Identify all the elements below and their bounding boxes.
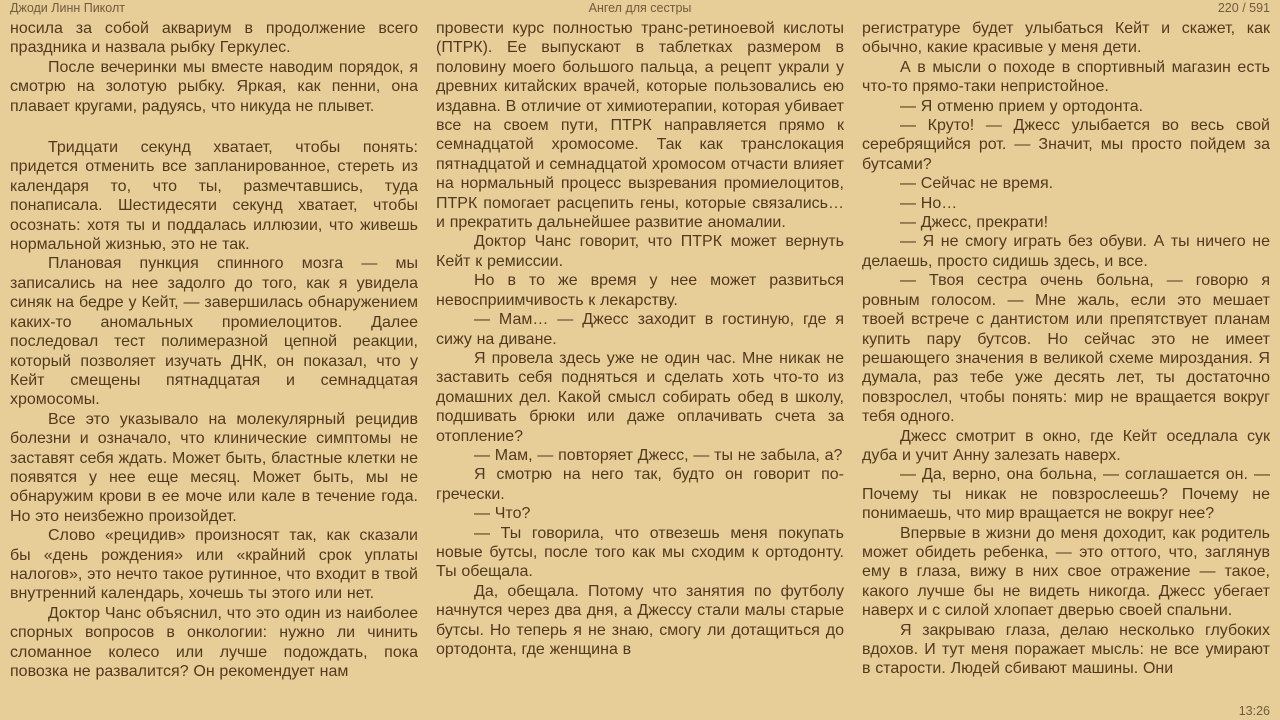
paragraph: — Я отменю прием у ортодонта. [900,97,1144,115]
paragraph: носила за собой аквариум в продолжение всего праздника и назвала рыбку Геркулес. [10,20,418,57]
paragraph: Тридцати секунд хватает, чтобы понять: придется отменить все запланированное, стереть из календаря то, что ты, размечтавшись, туда понаписала. Шестидесяти секунд хватает, чтобы осознать: хотя ты и поддалась иллюзии, что живешь нормальной жизнью, это не так. [10,139,418,254]
paragraph: Доктор Чанс говорит, что ПТРК может вернуть Кейт к ремиссии. [436,233,844,270]
paragraph: — Джесс, прекрати! [900,214,1049,232]
paragraph: Все это указывало на молекулярный рецидив болезни и означало, что клинические симптомы не заставят себя ждать. Может быть, бластные клетки не появятся у нее еще месяц. Может быть, мы не обнаружим крови в ее моче или кале в течение года. Но это неизбежно произойдет. [10,410,418,525]
paragraph: Плановая пункция спинного мозга — мы записались на нее задолго до того, как я увидела синяк на бедре у Кейт, — завершилась обнаружением каких-то аномальных промиелоцитов. Далее последовал тест полимеразной цепной реакции, который позволяет изучать ДНК, он показал, что у Кейт смещены пятнадцатая и семнадцатая хромосомы. [10,255,418,409]
paragraph: Джесс смотрит в окно, где Кейт оседлала сук дуба и учит Анну залезать наверх. [862,427,1270,464]
paragraph: Впервые в жизни до меня доходит, как родитель может обидеть ребенка, — это оттого, что, заглянув ему в глаза, вижу в них свое отражение — такое, какого лучше бы не видеть никогда. Джесс убегает наверх и с силой хлопает дверью своей спальни. [862,524,1270,620]
book-title: Ангел для сестры [588,1,692,15]
paragraph: регистратуре будет улыбаться Кейт и скажет, как обычно, какие красивые у меня дети. [862,20,1270,57]
paragraph: А в мысли о походе в спортивный магазин есть что-то прямо-таки непристойное. [862,58,1270,96]
clock: 13:26 [1238,704,1270,718]
paragraph: Да, обещала. Потому что занятия по футболу начнутся через два дня, а Джессу стали малы старые бутсы. Но теперь я не знаю, смогу ли дотащиться до ортодонта, где женщина в [436,582,844,658]
paragraph: После вечеринки мы вместе наводим порядок, я смотрю на золотую рыбку. Яркая, как пенни, она плавает кругами, радуясь, что никуда не плывет. [10,58,418,115]
reader-header [0,0,1280,17]
paragraph: Слово «рецидив» произносят так, как сказали бы «день рождения» или «крайний срок уплаты налогов», это нечто такое рутинное, что входит в твой внутренний календарь, хочешь ты этого или нет. [10,527,418,603]
paragraph: — Но… [900,194,958,212]
paragraph: — Да, верно, она больна, — соглашается он. — Почему ты никак не повзрослеешь? Почему не понимаешь, что мир вращается не вокруг нее? [862,466,1270,523]
paragraph: — Сейчас не время. [900,175,1054,193]
paragraph: — Мам, — повторяет Джесс, — ты не забыла, а? [474,446,843,464]
paragraph: — Я не смогу играть без обуви. А ты ничего не делаешь, просто сидишь здесь, и все. [862,233,1270,270]
text-column-3 [862,19,1270,705]
paragraph: — Мам… — Джесс заходит в гостиную, где я сижу на диване. [436,311,844,348]
paragraph: Я закрываю глаза, делаю несколько глубоких вдохов. И тут меня поражает мысль: не все умирают в старости. Людей сбивают машины. Они [862,621,1270,678]
paragraph: Я провела здесь уже не один час. Мне никак не заставить себя подняться и сделать хоть что-то из домашних дел. Какой смысл собирать обед в школу, подшивать брюки или даже оплачивать счета за отопление? [436,349,844,445]
paragraph: провести курс полностью транс-ретиноевой кислоты (ПТРК). Ее выпускают в таблетках размером в половину моего большого пальца, а рецепт украли у древних китайских врачей, которые пользовались ею издавна. В отличие от химиотерапии, которая убивает все на своем пути, ПТРК направляется прямо к семнадцатой хромосоме. Так как транслокация пятнадцатой и семнадцатой хромосом отчасти влияет на нормальный процесс вызревания промиелоцитов, ПТРК помогает расцепить гены, которые связались… и прекратить дальнейшее развитие аномалии. [436,20,844,232]
paragraph: — Ты говорила, что отвезешь меня покупать новые бутсы, после того как мы сходим к ортодонту. Ты обещала. [436,524,844,581]
paragraph: — Круто! — Джесс улыбается во весь свой серебрящийся рот. — Значит, мы просто пойдем за бутсами? [862,117,1270,173]
paragraph: Доктор Чанс объяснил, что это один из наиболее спорных вопросов в онкологии: нужно ли чинить сломанное колесо или лучше подождать, пока повозка не развалится? Он рекомендует нам [10,604,418,680]
paragraph: — Твоя сестра очень больна, — говорю я ровным голосом. — Мне жаль, если это мешает твоей встрече с дантистом или препятствует планам купить пару бутсов. Но сейчас это не имеет решающего значения в великой схеме мироздания. Я думала, раз тебе уже десять лет, ты достаточно повзрослел, чтобы понять: мир не вращается вокруг тебя одного. [862,272,1270,426]
reader-page-area[interactable] [10,19,1270,705]
paragraph: — Что? [474,505,531,523]
paragraph: Но в то же время у нее может развиться невосприимчивость к лекарству. [436,272,844,309]
book-author: Джоди Линн Пиколт [10,1,125,15]
text-column-2 [436,19,844,705]
page-indicator: 220 / 591 [1217,1,1270,15]
paragraph: Я смотрю на него так, будто он говорит по-гречески. [436,466,844,503]
text-column-1 [10,19,418,705]
